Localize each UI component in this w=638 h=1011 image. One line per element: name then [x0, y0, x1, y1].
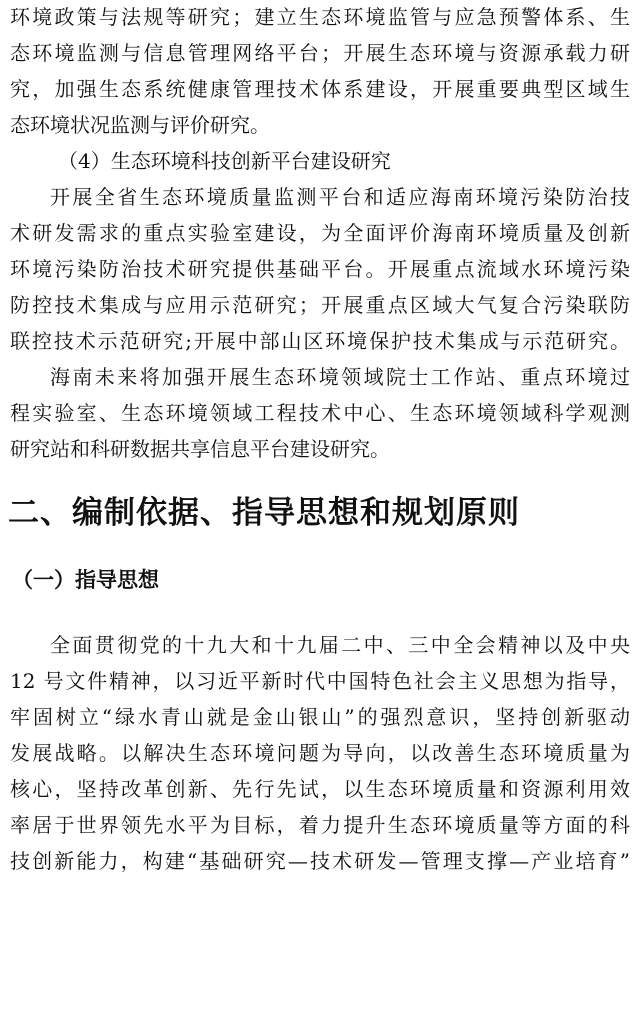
paragraph-line: 程实验室、生态环境领域工程技术中心、生态环境领域科学观测 [10, 401, 630, 425]
paragraph-line: 牢固树立“绿水青山就是金山银山”的强烈意识，坚持创新驱动 [10, 705, 630, 729]
paragraph-line: 态环境监测与信息管理网络平台；开展生态环境与资源承载力研 [10, 41, 630, 65]
paragraph-line: 联控技术示范研究;开展中部山区环境保护技术集成与示范研究。 [10, 329, 630, 353]
paragraph-line: 海南未来将加强开展生态环境领域院士工作站、重点环境过 [50, 365, 630, 389]
subsection-heading: （一）指导思想 [12, 568, 159, 592]
paragraph-line: 研究站和科研数据共享信息平台建设研究。 [10, 437, 390, 461]
paragraph-line: 12 号文件精神，以习近平新时代中国特色社会主义思想为指导， [10, 669, 630, 693]
paragraph-line: 核心，坚持改革创新、先行先试，以生态环境质量和资源利用效 [10, 777, 630, 801]
paragraph-line: 环境污染防治技术研究提供基础平台。开展重点流域水环境污染 [10, 257, 630, 281]
paragraph-line: 发展战略。以解决生态环境问题为导向，以改善生态环境质量为 [10, 741, 630, 765]
paragraph-line: 全面贯彻党的十九大和十九届二中、三中全会精神以及中央 [50, 633, 630, 657]
paragraph-line: 环境政策与法规等研究；建立生态环境监管与应急预警体系、生 [10, 5, 630, 29]
paragraph-line: 开展全省生态环境质量监测平台和适应海南环境污染防治技 [50, 185, 630, 209]
sub-subheading: （4）生态环境科技创新平台建设研究 [58, 149, 391, 173]
paragraph-line: 术研发需求的重点实验室建设，为全面评价海南环境质量及创新 [10, 221, 630, 245]
paragraph-line: 技创新能力，构建“基础研究—技术研发—管理支撑—产业培育” [10, 849, 630, 873]
paragraph-line: 态环境状况监测与评价研究。 [10, 113, 270, 137]
paragraph-line: 防控技术集成与应用示范研究；开展重点区域大气复合污染联防 [10, 293, 630, 317]
paragraph-line: 率居于世界领先水平为目标，着力提升生态环境质量等方面的科 [10, 813, 630, 837]
paragraph-line: 究，加强生态系统健康管理技术体系建设，开展重要典型区域生 [10, 77, 630, 101]
section-heading: 二、编制依据、指导思想和规划原则 [8, 495, 520, 531]
